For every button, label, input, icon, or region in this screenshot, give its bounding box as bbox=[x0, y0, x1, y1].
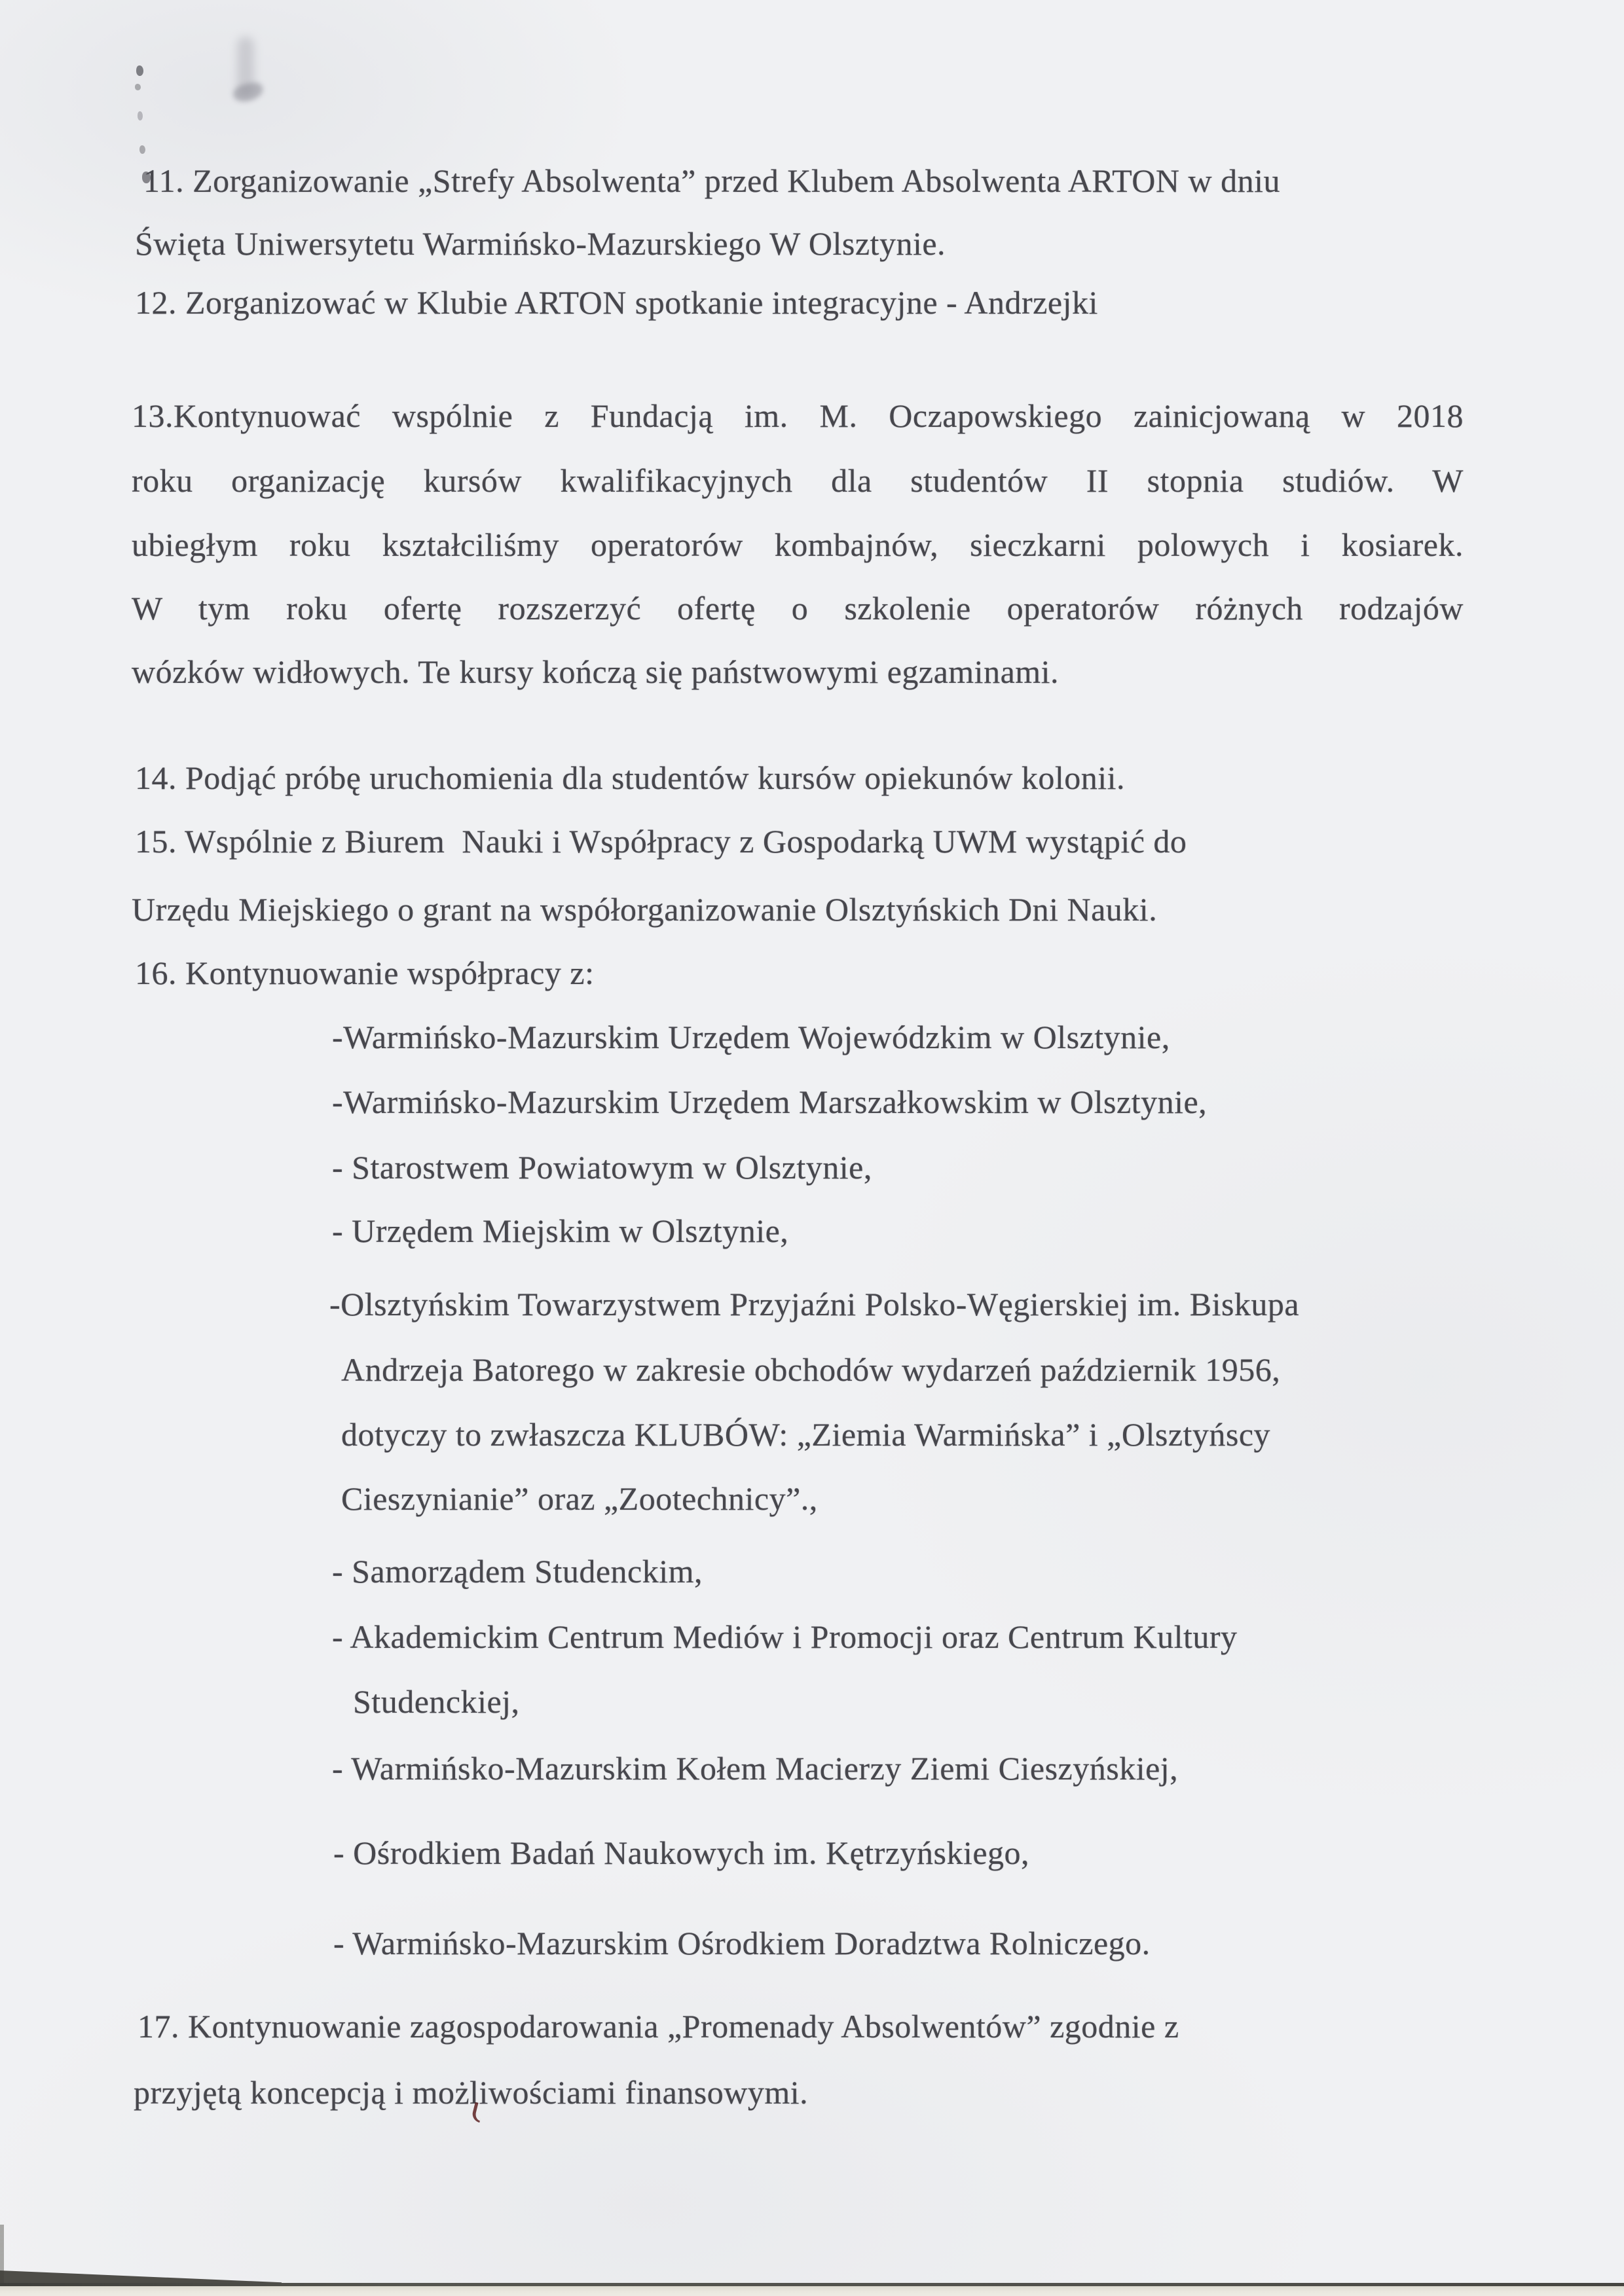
list-item-line: Studenckiej, bbox=[353, 1683, 520, 1720]
list-item-line: dotyczy to zwłaszcza KLUBÓW: „Ziemia Warmińska” i „Olsztyńscy bbox=[341, 1416, 1271, 1453]
list-item-line: Cieszynianie” oraz „Zootechnicy”., bbox=[341, 1480, 818, 1517]
document-line: wózków widłowych. Te kursy kończą się państwowymi egzaminami. bbox=[132, 653, 1060, 690]
scan-speck bbox=[138, 111, 143, 120]
document-line: 11. Zorganizowanie „Strefy Absolwenta” przed Klubem Absolwenta ARTON w dniu bbox=[143, 162, 1281, 199]
document-line: roku organizację kursów kwalifikacyjnych dla studentów II stopnia studiów. W bbox=[132, 462, 1464, 499]
document-line: 15. Wspólnie z Biurem Nauki i Współpracy z Gospodarką UWM wystąpić do bbox=[135, 823, 1187, 860]
list-item-line: - Akademickim Centrum Mediów i Promocji oraz Centrum Kultury bbox=[332, 1618, 1238, 1655]
scan-speck bbox=[139, 145, 145, 154]
document-line: przyjętą koncepcją i możliwościami finansowymi. bbox=[134, 2074, 809, 2111]
scan-speck bbox=[136, 65, 143, 76]
document-line: 17. Kontynuowanie zagospodarowania „Promenady Absolwentów” zgodnie z bbox=[138, 2008, 1179, 2045]
document-line: ubiegłym roku kształciliśmy operatorów kombajnów, sieczkarni polowych i kosiarek. bbox=[132, 526, 1464, 563]
list-item-line: Andrzeja Batorego w zakresie obchodów wydarzeń październik 1956, bbox=[341, 1351, 1281, 1388]
document-line: 14. Podjąć próbę uruchomienia dla studentów kursów opiekunów kolonii. bbox=[135, 759, 1126, 796]
document-line: 13.Kontynuować wspólnie z Fundacją im. M. Oczapowskiego zainicjowaną w 2018 bbox=[132, 397, 1464, 434]
list-item-line: - Starostwem Powiatowym w Olsztynie, bbox=[332, 1149, 872, 1186]
list-item-line: - Urzędem Miejskim w Olsztynie, bbox=[332, 1212, 789, 1249]
list-item-line: -Warmińsko-Mazurskim Urzędem Marszałkowskim w Olsztynie, bbox=[332, 1084, 1208, 1120]
document-line: 12. Zorganizować w Klubie ARTON spotkanie integracyjne - Andrzejki bbox=[135, 284, 1098, 321]
scanner-bed bbox=[0, 2286, 1624, 2296]
list-item-line: -Olsztyńskim Towarzystwem Przyjaźni Polsko-Węgierskiej im. Biskupa bbox=[329, 1286, 1300, 1322]
document-line: Święta Uniwersytetu Warmińsko-Mazurskiego W Olsztynie. bbox=[135, 225, 946, 262]
list-item-line: - Warmińsko-Mazurskim Ośrodkiem Doradztwa Rolniczego. bbox=[333, 1925, 1151, 1961]
list-item-line: -Warmińsko-Mazurskim Urzędem Wojewódzkim w Olsztynie, bbox=[332, 1019, 1170, 1055]
list-item-line: - Warmińsko-Mazurskim Kołem Macierzy Ziemi Cieszyńskiej, bbox=[332, 1750, 1179, 1787]
list-item-line: - Ośrodkiem Badań Naukowych im. Kętrzyńskiego, bbox=[333, 1834, 1030, 1871]
document-line: Urzędu Miejskiego o grant na współorganizowanie Olsztyńskich Dni Nauki. bbox=[132, 891, 1158, 928]
scan-speck bbox=[135, 84, 141, 90]
list-item-line: - Samorządem Studenckim, bbox=[332, 1553, 703, 1590]
document-line: 16. Kontynuowanie współpracy z: bbox=[135, 955, 595, 991]
document-line: W tym roku ofertę rozszerzyć ofertę o szkolenie operatorów różnych rodzajów bbox=[132, 590, 1464, 627]
